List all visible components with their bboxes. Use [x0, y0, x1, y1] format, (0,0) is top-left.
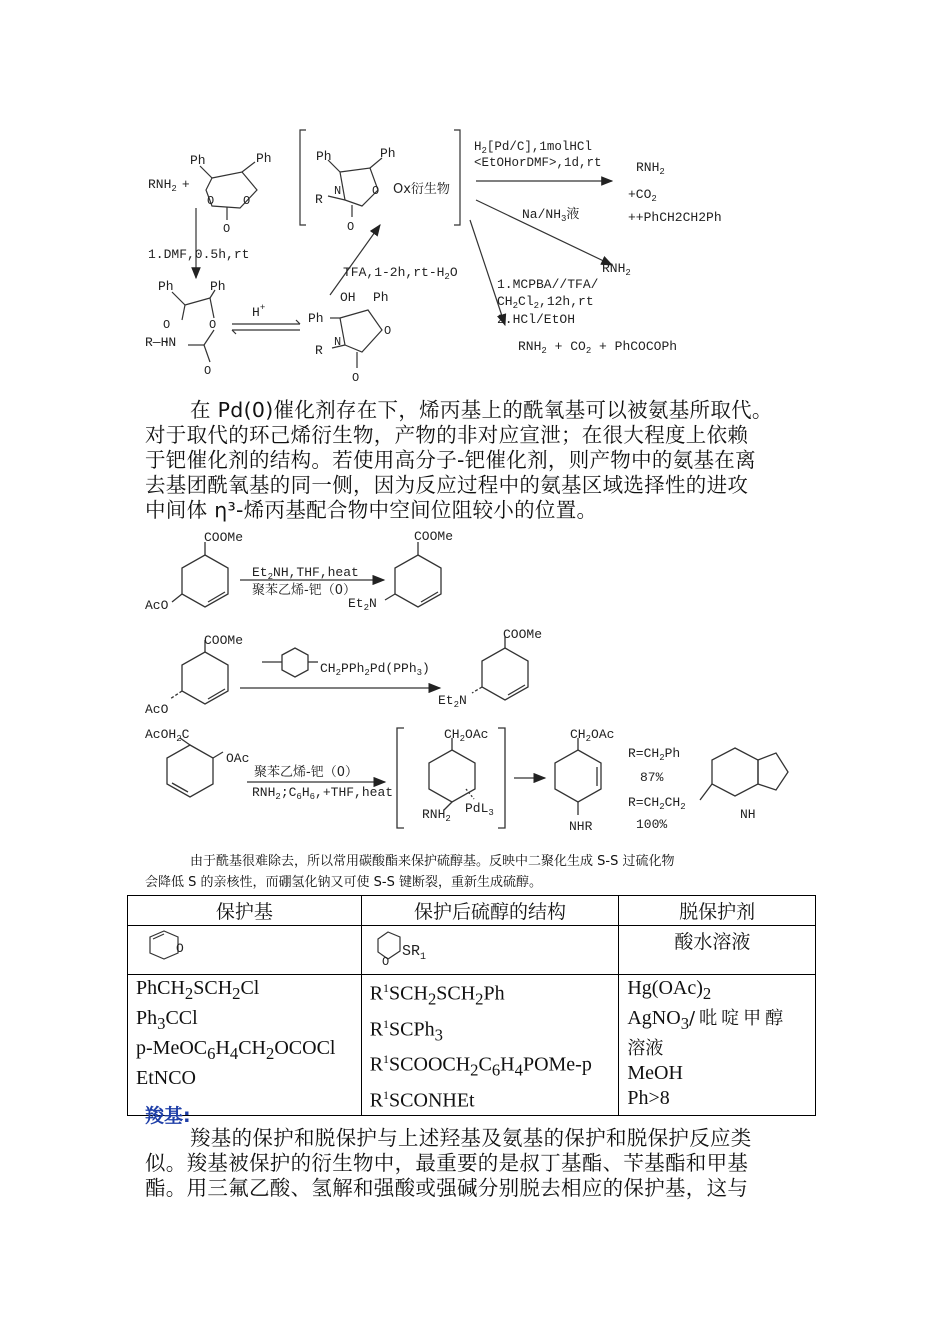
text-line: 羧基的保护和脱保护与上述羟基及氨基的保护和脱保护反应类: [190, 1126, 752, 1150]
yield-87: 87%: [640, 770, 664, 785]
pdl3-label: PdL$_3$: [465, 801, 494, 818]
condition-rnh2: $RNH_2;C_6H_6,+THF,heat$: [252, 785, 394, 802]
ph-label: Ph: [373, 290, 389, 305]
text-line: 在 Pd(0)催化剂存在下，烯丙基上的酰氧基可以被氨基所取代。: [190, 398, 773, 422]
condition-solvent: $CH_2Cl_2,12h,rt$: [497, 294, 594, 311]
o-label: O: [176, 941, 184, 956]
table-row: [128, 926, 816, 975]
product-bibenzyl: ++PhCH2CH2Ph: [628, 210, 722, 225]
product-rnh2: $RNH_2$: [636, 160, 665, 177]
header-protecting-group: 保护基: [128, 896, 362, 926]
cell-deprotecting-agents: $Hg(OAc)_2$ AgNO$_3$/吡啶甲醇 溶液 MeOH Ph>8: [619, 975, 816, 1116]
condition-hcl: 2.HCl/EtOH: [497, 312, 576, 327]
et2n-label: $Et_2N$: [438, 693, 467, 710]
ch2oac-label: $CH_2OAc$: [444, 727, 489, 744]
text-line: 去基团酰氧基的同一侧，因为反应过程中的氨基区域选择性的进攻: [145, 473, 749, 497]
o-label: O: [381, 955, 389, 967]
o-label: O: [163, 318, 171, 332]
table-row: [128, 975, 816, 1116]
reaction-scheme-cyclohexene: [0, 525, 950, 845]
condition-hydrogenation: $H_2[Pd/C],1molHCl$: [474, 140, 592, 156]
o-label: O: [209, 318, 217, 332]
text-line: 对于取代的环己烯衍生物，产物的非对应宣泄；在很大程度上依赖: [145, 423, 749, 447]
r-indolyl-label: $R=CH_2CH_2$: [628, 795, 686, 812]
condition-et2nh: $Et_2NH,THF,heat$: [252, 565, 359, 582]
ph-label: Ph: [380, 146, 396, 161]
cell-protected-structures: $R^1SCH_2SCH_2Ph$ $R^1SCPh_3$ $R^1SCOOCH_2C_6H_4POMe-p$ $R^1SCONHEt$: [361, 975, 619, 1116]
o-label: O: [352, 371, 360, 385]
condition-polymer-pd: 聚苯乙烯-钯（0）: [254, 765, 358, 780]
aco-label: AcO: [145, 702, 169, 717]
ph-label: Ph: [256, 151, 272, 166]
coome-label: COOMe: [204, 530, 244, 545]
cell-protecting-groups: $PhCH_2SCH_2Cl$ $Ph_3CCl$ $p-MeOC_6H_4CH_2OCOCl$ EtNCO: [128, 975, 362, 1116]
condition-na-nh3: $Na/NH_3$液: [522, 207, 580, 224]
table-header-row: [128, 896, 816, 926]
nhr-label: NHR: [569, 819, 593, 834]
reactant-rnh2: $RNH_2$ +: [148, 177, 190, 194]
n-label: N: [334, 335, 342, 349]
o-label: O: [204, 364, 212, 378]
condition-mcpba: 1.MCPBA//TFA/: [497, 277, 599, 292]
r-label: R: [315, 343, 323, 358]
ph-label: Ph: [210, 279, 226, 294]
text-line: 会降低 S 的亲核性，而硼氢化钠又可使 S-S 键断裂，重新生成硫醇。: [145, 875, 542, 890]
o-label: O: [384, 324, 392, 338]
r-benzyl-label: $R=CH_2Ph$: [628, 746, 681, 763]
text-line: 似。羧基被保护的衍生物中，最重要的是叔丁基酯、苄基酯和甲基: [145, 1151, 749, 1175]
ox-derivative-label: Ox衍生物: [393, 182, 450, 197]
product-line-3: $RNH_2 + CO_2$ + PhCOCOPh: [518, 339, 678, 356]
condition-tfa: $TFA,1-2h,rt-H_2O$: [343, 265, 458, 282]
condition-dmf: 1.DMF,0.5h,rt: [148, 247, 250, 262]
header-deprotecting-agent: 脱保护剂: [619, 896, 816, 926]
header-protected-structure: 保护后硫醇的结构: [361, 896, 619, 926]
o-label: O: [223, 222, 231, 236]
dihydropyran-structure: [136, 927, 196, 967]
oac-label: OAc: [226, 751, 250, 766]
section-title-carboxyl: 羧基:: [145, 1105, 191, 1127]
coome-label: COOMe: [503, 627, 543, 642]
yield-100: 100%: [636, 817, 668, 832]
o-label: O: [207, 194, 215, 208]
paragraph-carboxyl-protection: [145, 1126, 820, 1201]
o-label: O: [372, 184, 380, 198]
ph-label: Ph: [190, 153, 206, 168]
text-line: 于钯催化剂的结构。若使用高分子-钯催化剂，则产物中的氨基在离: [145, 448, 756, 472]
o-label: O: [347, 220, 355, 234]
acoh2c-label: AcOH$_2$C: [145, 727, 190, 744]
rnh2-label: $RNH_2$: [422, 807, 451, 824]
product-co2: $+CO_2$: [628, 187, 657, 204]
paragraph-allylic-amination: [145, 398, 820, 523]
aco-label: AcO: [145, 598, 169, 613]
cell-thp-thioether: [361, 926, 619, 975]
cell-dihydropyran: [128, 926, 362, 975]
coome-label: COOMe: [414, 529, 454, 544]
text-line: 酯。用三氟乙酸、氢解和强酸或强碱分别脱去相应的保护基，这与: [145, 1176, 749, 1200]
thp-thioether-structure: [370, 927, 450, 967]
ph-label: Ph: [308, 311, 324, 326]
ph-label: Ph: [316, 149, 332, 164]
condition-polymer-phosphine: $CH_2PPh_2Pd(PPh_3)$: [320, 661, 430, 678]
ph-label: Ph: [158, 279, 174, 294]
text-line: 中间体 η³-烯丙基配合物中空间位阻较小的位置。: [145, 498, 598, 522]
cell-acid-aqueous: 酸水溶液: [619, 926, 816, 975]
ch2oac-label: $CH_2OAc$: [570, 727, 615, 744]
r-label: R: [315, 192, 323, 207]
indole-nh: NH: [740, 807, 756, 822]
text-line: 由于酰基很难除去，所以常用碳酸酯来保护硫醇基。反映中二聚化生成 S-S 过硫化物: [190, 854, 675, 869]
et2n-label: $Et_2N$: [348, 596, 377, 613]
acid-catalyst: H+: [252, 303, 266, 320]
n-label: N: [334, 184, 342, 198]
carbamate-nh: R—HN: [145, 335, 177, 350]
oh-label: OH: [340, 290, 356, 305]
protecting-group-table: [127, 895, 816, 1116]
condition-hydrogenation-solvent: <EtOHorDMF>,1d,rt: [474, 156, 602, 170]
o-label: O: [243, 194, 251, 208]
note-thiol-protection: [145, 851, 825, 893]
condition-polymer-pd: 聚苯乙烯-钯（0）: [252, 583, 356, 598]
coome-label: COOMe: [204, 633, 244, 648]
reaction-scheme-oxazolone: [0, 120, 950, 385]
sr1-label: $SR_1$: [401, 943, 426, 963]
product-rnh2-b: $RNH_2$: [602, 261, 631, 278]
